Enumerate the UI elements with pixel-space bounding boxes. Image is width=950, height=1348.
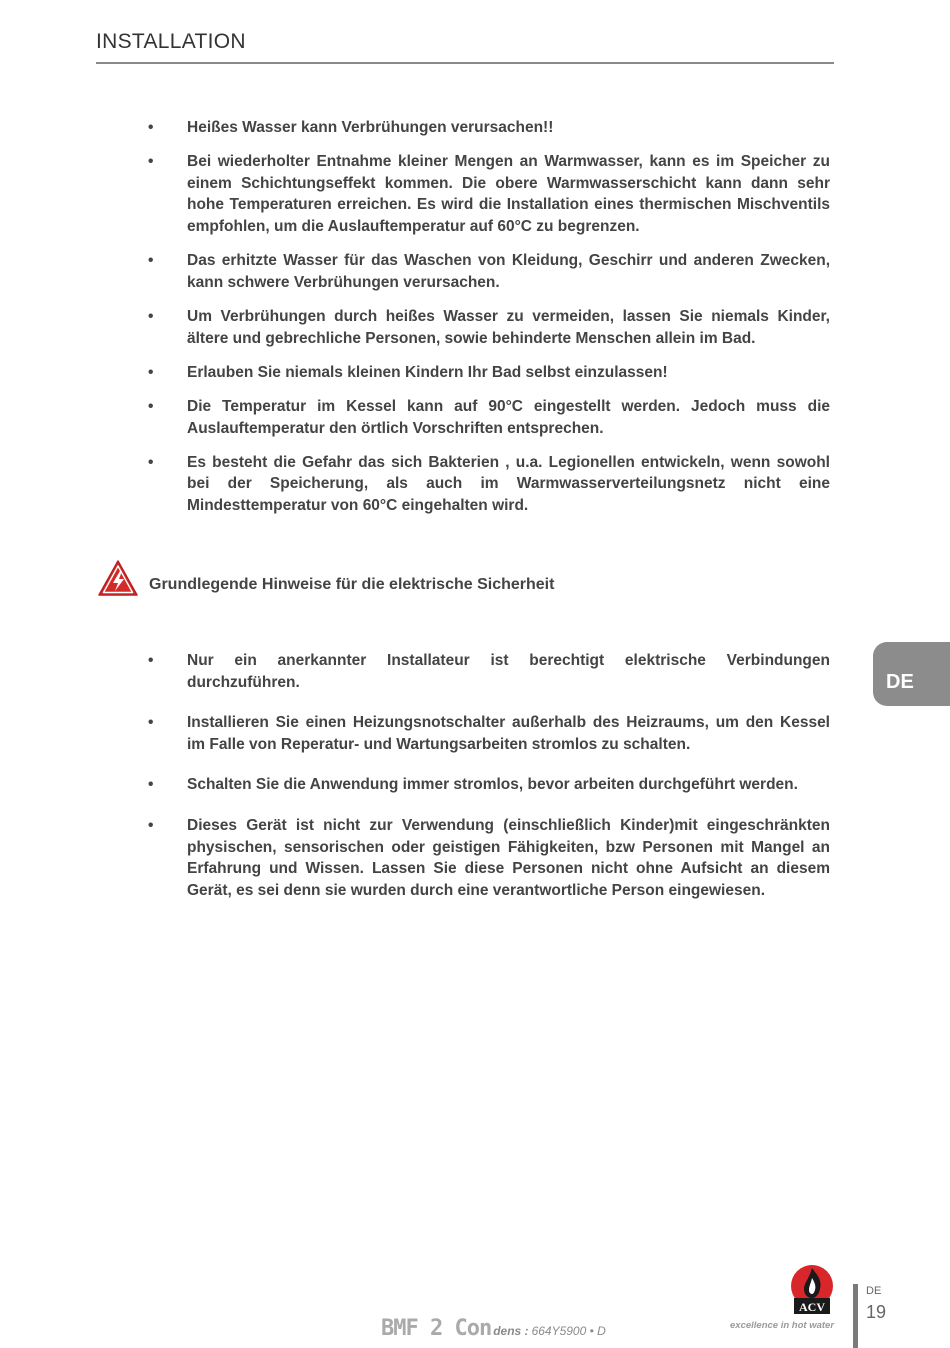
bullet-dot: • bbox=[148, 816, 154, 834]
header-divider bbox=[96, 62, 834, 64]
list-item-text: Nur ein anerkannter Installateur ist berechtigt elektrische Verbindungen durchzuführen. bbox=[187, 652, 830, 691]
list-item bbox=[148, 151, 830, 237]
bullet-dot: • bbox=[148, 453, 154, 471]
acv-brand-text: ACV bbox=[799, 1300, 825, 1314]
list-item bbox=[148, 306, 830, 349]
bullet-dot: • bbox=[148, 119, 154, 136]
acv-flame-logo-icon bbox=[788, 1262, 836, 1318]
footer-product-reference bbox=[381, 1316, 606, 1341]
hot-water-safety-list bbox=[148, 117, 830, 529]
product-name: BMF 2 Con bbox=[381, 1316, 492, 1341]
list-item bbox=[148, 362, 830, 384]
bullet-dot: • bbox=[148, 714, 154, 732]
list-item bbox=[148, 650, 830, 693]
list-item-text: Heißes Wasser kann Verbrühungen verursachen!! bbox=[187, 119, 554, 136]
section-heading-electrical-safety: Grundlegende Hinweise für die elektrische Sicherheit bbox=[149, 576, 555, 593]
bullet-dot: • bbox=[148, 252, 154, 270]
bullet-dot: • bbox=[148, 652, 154, 669]
language-tab-label: DE bbox=[886, 671, 914, 693]
page-language: DE bbox=[866, 1285, 882, 1297]
list-item bbox=[148, 712, 830, 755]
list-item bbox=[148, 452, 830, 517]
list-item bbox=[148, 396, 830, 439]
list-item-text: Installieren Sie einen Heizungsnotschalter außerhalb des Heizraums, um den Kessel im Falle von Reperatur- und Wartungsarbeiten stromlos zu schalten. bbox=[187, 714, 830, 753]
list-item-text: Es besteht die Gefahr das sich Bakterien , u.a. Legionellen entwickeln, wenn sowohl bei der Speicherung, als auch im Warmwasserverteilungsnetz nicht eine Mindesttemperatur von 60°C eingehalten wird. bbox=[187, 453, 830, 514]
product-name-suffix: dens : bbox=[493, 1324, 529, 1338]
list-item bbox=[148, 774, 830, 796]
list-item-text: Die Temperatur im Kessel kann auf 90°C eingestellt werden. Jedoch muss die Auslauftemperatur den örtlich Vorschriften entsprechen. bbox=[187, 397, 830, 437]
brand-tagline: excellence in hot water bbox=[730, 1320, 835, 1331]
bullet-dot: • bbox=[148, 153, 154, 171]
page-number: 19 bbox=[866, 1302, 887, 1322]
list-item bbox=[148, 117, 830, 139]
list-item-text: Dieses Gerät ist nicht zur Verwendung (einschließlich Kinder)mit eingeschränkten physischen, sensorischen oder geistigen Fähigkeiten, bzw Personen mit Mangel an Erfahrung und Wissen. Lassen Sie diese Personen nicht ohne Aufsicht an diesem Gerät, es sei denn sie wurden durch eine verantwortliche Person eingewiesen. bbox=[187, 816, 830, 899]
list-item-text: Um Verbrühungen durch heißes Wasser zu vermeiden, lassen Sie niemals Kinder, ältere und gebrechliche Personen, sowie behinderte Menschen allein im Bad. bbox=[187, 307, 830, 347]
list-item-text: Schalten Sie die Anwendung immer stromlos, bevor arbeiten durchgeführt werden. bbox=[187, 776, 798, 794]
page-header-title: INSTALLATION bbox=[96, 30, 246, 53]
product-code: 664Y5900 • D bbox=[531, 1324, 606, 1338]
list-item-text: Erlauben Sie niemals kleinen Kindern Ihr Bad selbst einzulassen! bbox=[187, 363, 668, 381]
bullet-dot: • bbox=[148, 363, 154, 381]
electrical-hazard-warning-icon bbox=[97, 559, 139, 597]
list-item-text: Bei wiederholter Entnahme kleiner Mengen an Warmwasser, kann es im Speicher zu einem Schichtungseffekt kommen. Die obere Warmwasserschicht kann dann sehr hohe Temperaturen erreichen. Es wird die Installation eines thermischen Mischventils empfohlen, um die Auslauftemperatur auf 60°C zu begrenzen. bbox=[187, 153, 830, 235]
list-item bbox=[148, 815, 830, 901]
language-tab bbox=[873, 642, 950, 706]
bullet-dot: • bbox=[148, 776, 154, 794]
list-item-text: Das erhitzte Wasser für das Waschen von Kleidung, Geschirr und anderen Zwecken, kann schwere Verbrühungen verursachen. bbox=[187, 252, 830, 291]
page-number-bar bbox=[853, 1284, 858, 1348]
bullet-dot: • bbox=[148, 397, 154, 415]
electrical-safety-list bbox=[148, 650, 830, 920]
list-item bbox=[148, 250, 830, 293]
bullet-dot: • bbox=[148, 307, 154, 325]
